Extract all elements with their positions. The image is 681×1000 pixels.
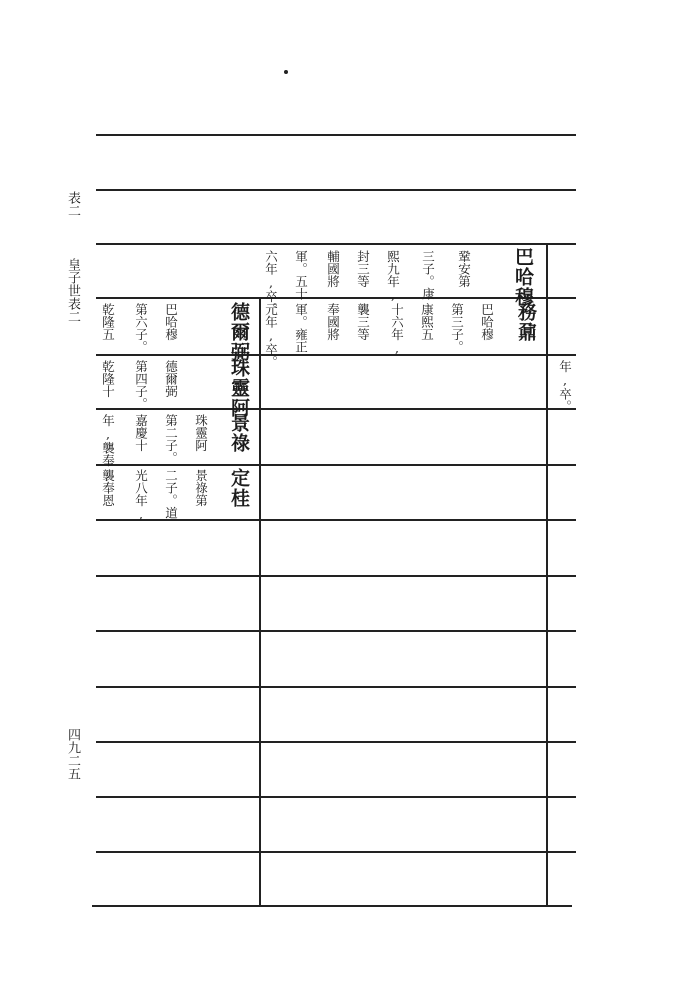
person-name-deerbi: 德爾弼	[228, 302, 250, 362]
note-line: 乾隆五	[100, 303, 116, 341]
note-line: 乾隆十	[100, 360, 116, 398]
table-rule	[96, 134, 576, 136]
note-line: 熙九年,	[385, 250, 401, 303]
note-line: 年,襲奉	[100, 414, 116, 467]
table-rule	[96, 851, 576, 853]
note-line: 第三子。	[449, 303, 465, 353]
note-fragment-right: 年,卒。	[557, 360, 573, 413]
table-rule	[96, 686, 576, 688]
table-rule	[96, 630, 576, 632]
table-rule	[96, 354, 576, 356]
note-line: 封三等	[355, 250, 371, 288]
note-line: 六年,卒。	[263, 250, 279, 315]
person-name-zhulinga: 珠靈阿	[228, 358, 250, 418]
note-line: 元年,卒。	[263, 303, 279, 368]
table-rule	[96, 464, 576, 466]
note-line: 襲三等	[355, 303, 371, 341]
note-line: 第二子。	[163, 414, 179, 464]
person-name-bahamu: 巴哈穆	[512, 247, 534, 307]
table-rule	[96, 408, 576, 410]
person-name-jinglu: 景祿	[228, 413, 250, 453]
note-line: 鞏安第	[456, 250, 472, 288]
note-line: 德爾弼	[163, 360, 179, 398]
column-divider	[259, 297, 261, 905]
page-title: 皇子世表二	[65, 258, 80, 323]
column-divider	[546, 243, 548, 905]
note-line: 第四子。	[133, 360, 149, 410]
note-line: 康熙五	[419, 303, 435, 341]
note-line: 奉國將	[325, 303, 341, 341]
note-line: 軍。雍正	[293, 303, 309, 353]
note-line: 光八年,	[133, 469, 149, 522]
table-rule	[96, 575, 576, 577]
note-line: 巴哈穆	[163, 303, 179, 341]
person-name-dinggui: 定桂	[228, 468, 250, 508]
note-line: 襲奉恩	[100, 469, 116, 507]
note-line: 軍。五十	[293, 250, 309, 300]
note-line: 第六子。	[133, 303, 149, 353]
note-line: 景祿第	[193, 469, 209, 507]
note-line: 二子。道	[163, 469, 179, 519]
table-rule	[96, 519, 576, 521]
note-line: 珠靈阿	[193, 414, 209, 452]
table-rule	[96, 189, 576, 191]
note-line: 輔國將	[325, 250, 341, 288]
note-line: 嘉慶十	[133, 414, 149, 452]
note-line: 巴哈穆	[479, 303, 495, 341]
note-line: 十六年,	[389, 303, 405, 356]
person-name-wunai: 務鼐	[515, 302, 537, 342]
table-bottom-rule	[92, 905, 572, 907]
table-rule	[96, 796, 576, 798]
note-line: 三子。康	[420, 250, 436, 300]
table-rule	[96, 741, 576, 743]
section-label: 表二	[65, 191, 80, 217]
print-mark	[284, 70, 288, 74]
table-rule	[96, 297, 576, 299]
table-rule	[96, 243, 576, 245]
page-number: 四九二五	[65, 728, 80, 780]
